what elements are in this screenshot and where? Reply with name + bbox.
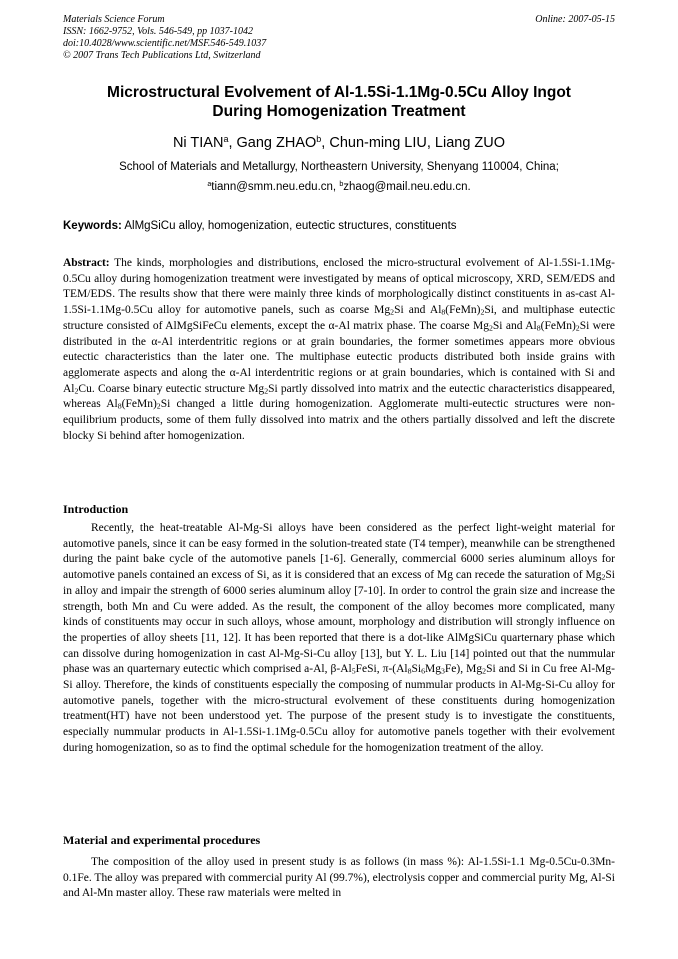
materials-heading: Material and experimental procedures [63, 833, 261, 847]
author-list [63, 134, 615, 152]
keywords-text: AlMgSiCu alloy, homogenization, eutectic structures, constituents [121, 220, 457, 232]
subscript: 5 [351, 666, 356, 676]
subscript: 2 [575, 323, 580, 333]
paper-title [63, 83, 615, 121]
abstract-text: Si, and multiphase eutectic structure consisted of AlMgSiFeCu elements, except the α-Al matrix phase. The coarse Mg [63, 304, 616, 332]
paragraph-text: Fe), Mg [444, 663, 483, 676]
subscript: 2 [74, 386, 79, 396]
email-superscript: b [339, 180, 344, 189]
abstract-text: Si and Al [394, 304, 442, 317]
subscript: 2 [480, 307, 485, 317]
affiliation: School of Materials and Metallurgy, Northeastern University, Shenyang 110004, China; [119, 161, 559, 173]
online-date: Online: 2007-05-15 [535, 14, 615, 25]
author-emails [63, 180, 615, 194]
paragraph-text: FeSi, π-(Al [355, 663, 408, 676]
subscript: 8 [441, 307, 446, 317]
subscript: 3 [441, 666, 445, 676]
journal-name: Materials Science Forum [63, 14, 165, 25]
subscript: 2 [482, 666, 487, 676]
abstract-text: Si partly dissolved into matrix and the eutectic characteristics disappeared, whereas Al [63, 382, 615, 411]
doi-line: doi:10.4028/www.scientific.net/MSF.546-549.1037 [63, 38, 267, 49]
issn-line: ISSN: 1662-9752, Vols. 546-549, pp 1037-1042 [63, 26, 253, 37]
keywords [63, 219, 615, 233]
paragraph-text: Mg [425, 663, 441, 676]
abstract-text: Si and Al [492, 319, 537, 332]
abstract-text: (FeMn) [540, 319, 576, 332]
subscript: 8 [536, 323, 541, 333]
email-separator: , [332, 181, 340, 193]
abstract-text: Cu. Coarse binary eutectic structure Mg [78, 382, 265, 395]
subscript: 8 [117, 401, 122, 411]
abstract-text: Si were distributed in the α-Al interdentritic regions or at grain boundaries, the former sometimes appears more obvious eutectic characteristics than the later one. The multiphase eutectic products distributed both inside grains with agglomerate aspects and along the α-Al interdentritic regions or at grain boundaries, which is contained with Si and Al [63, 319, 616, 395]
email-link[interactable]: zhaog@mail.neu.edu.cn. [343, 181, 471, 193]
copyright-line: © 2007 Trans Tech Publications Ltd, Switzerland [63, 50, 261, 61]
journal-header [63, 14, 615, 62]
paragraph-text: Si [411, 663, 422, 676]
abstract-text: The kinds, morphologies and distributions, enclosed the micro-structural evolvement of Al-1.5Si-1.1Mg-0.5Cu alloy during homogenization treatment were investigated by means of optical microscopy, XRD, SEM/EDS and TEM/EDS. The results show that there were mainly three kinds of morphologically distinct constituents in as-cast Al-1.5Si-1.1Mg-0.5Cu alloy for automotive panels, such as coarse Mg [63, 257, 615, 317]
author-name: Gang ZHAO [236, 135, 317, 151]
subscript: 2 [390, 307, 395, 317]
introduction-heading: Introduction [63, 502, 129, 516]
title-line-2: During Homogenization Treatment [212, 103, 466, 120]
subscript: 2 [488, 323, 493, 333]
abstract [63, 256, 615, 444]
abstract-label: Abstract: [63, 257, 110, 269]
subscript: 6 [421, 666, 426, 676]
subscript: 2 [156, 401, 161, 411]
keywords-label: Keywords: [63, 220, 122, 232]
abstract-text: (FeMn) [121, 398, 157, 411]
paragraph-text: Si and Si in Cu free Al-Mg-Si alloy. Therefore, the kinds of constituents especially the composing of nummular products in Al-Mg-Si-Cu alloy for automotive panels, together with the micro-structural evolvement of these constituents during homogenization treatment(HT) have not been understood yet. The purpose of the present study is to investigate the constituents, especially nummular products in Al-1.5Si-1.1Mg-0.5Cu alloy for automotive panels together with their evolvement during homogenization, so as to find the optimal schedule for the homogenization treatment of the alloy. [63, 663, 615, 754]
materials-paragraph [63, 855, 615, 902]
introduction-paragraph [63, 521, 615, 757]
author-name: Ni TIAN [172, 135, 224, 151]
subscript: 8 [407, 666, 412, 676]
author-superscript: b [316, 134, 322, 145]
subscript: 2 [601, 572, 606, 582]
subscript: 2 [264, 386, 269, 396]
author-names-rest: , Chun-ming LIU, Liang ZUO [321, 135, 506, 151]
author-superscript: a [223, 134, 229, 145]
email-superscript: a [207, 180, 212, 189]
title-line-1: Microstructural Evolvement of Al-1.5Si-1.1Mg-0.5Cu Alloy Ingot [107, 84, 571, 101]
abstract-text: (FeMn) [445, 304, 481, 317]
paragraph-text: The composition of the alloy used in present study is as follows (in mass %): Al-1.5Si-1.1 Mg-0.5Cu-0.3Mn-0.1Fe. The alloy was prepared with commercial purity Al (99.7%), electrolysis copper and commercial purity Mg, Al-Si and Al-Mn master alloy. These raw materials were melted in [63, 856, 615, 900]
paragraph-text: Si in alloy and impair the strength of 6000 series aluminum alloy [7-10]. In order to control the grain size and increase the strength, both Mn and Cu were added. As the result, the component of the alloy becomes more complicated, many kinds of constituents may occur in such alloys, whose amount, morphology and distribution will strongly influence on the properties of alloy sheets [11, 12]. It has been reported that there is a dot-like AlMgSiCu quarternary phase which can dissolve during homogenization in cast Al-Mg-Si-Cu alloy [13], but Y. L. Liu [14] pointed out that the nummular phase was an quarternary eutectic which comprised a-Al, β-Al [63, 569, 615, 676]
abstract-text: Si changed a little during homogenization. Agglomerate multi-eutectic structures were non-equilibrium products, some of them fully dissolved into matrix and the others partially dissolved and left the discrete blocky Si behind after homogenization. [63, 398, 615, 442]
email-link[interactable]: tiann@smm.neu.edu.cn [211, 181, 333, 193]
paragraph-text: Recently, the heat-treatable Al-Mg-Si alloys have been considered as the perfect light-weight material for automotive panels, since it can be easy formed in the solution-treated state (T4 temper), meanwhile can be strengthened during the paint bake cycle of the automotive panels [1-6]. Generally, commercial 6000 series aluminum alloys for automotive panels contained an excess of Si, as it is considered that an excess of Mg can recede the saturation of Mg [63, 522, 615, 582]
author-separator: , [228, 135, 237, 151]
